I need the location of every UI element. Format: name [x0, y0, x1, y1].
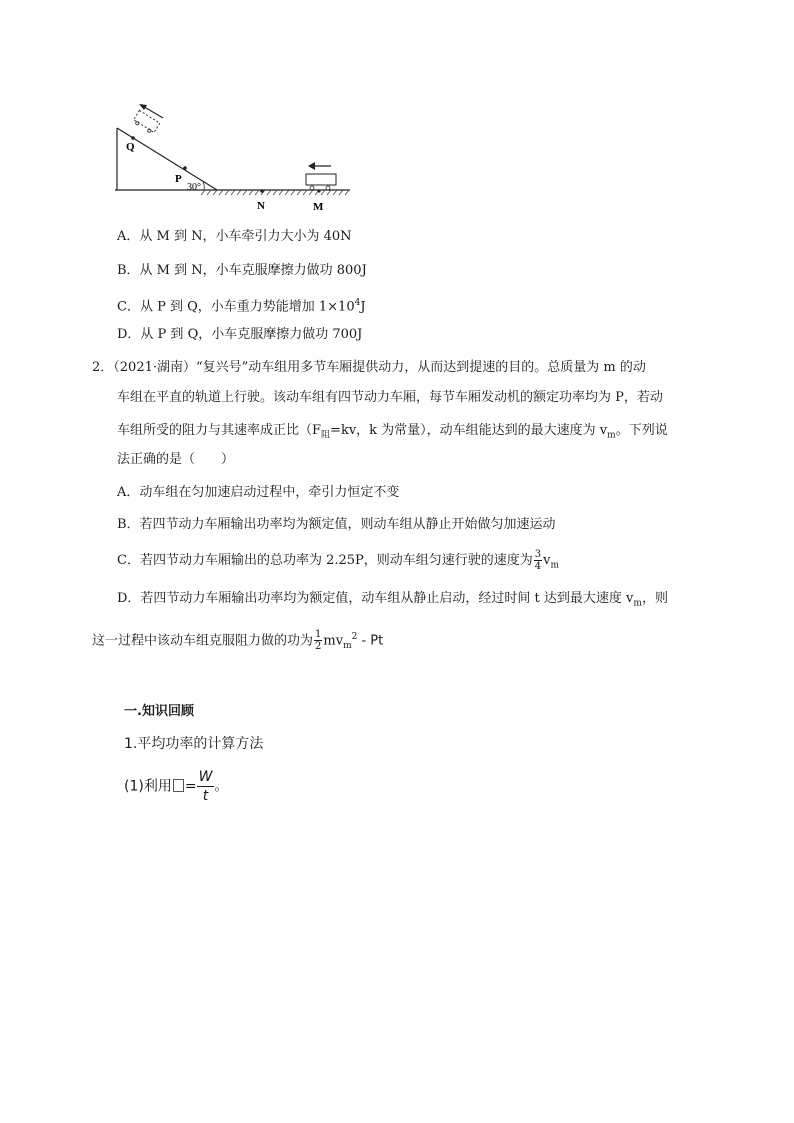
- q1-option-c-exp: 4: [354, 298, 361, 308]
- point-n: [260, 189, 264, 193]
- q2-stem-sub-zu: 阻: [321, 430, 331, 441]
- q2-stem-line3-c: 。下列说: [615, 423, 668, 438]
- review-item-1-1: [124, 768, 228, 805]
- point-m: [317, 189, 320, 192]
- q2-stem-sub-m: m: [607, 430, 616, 441]
- q2-option-d-sub-m: m: [343, 640, 352, 651]
- q2-option-d-line2-text: 这一过程中该动车组克服阻力做的功为: [92, 633, 314, 649]
- label-p: P: [175, 173, 182, 185]
- q2-option-c-v: v: [543, 553, 551, 568]
- fraction-three-quarters: [534, 549, 542, 572]
- cart-wheel: [310, 186, 314, 190]
- review-item-1-1-prefix: (1)利用: [124, 778, 172, 795]
- label-angle: 30°: [187, 182, 201, 193]
- q1-option-a: A．从 M 到 N，小车牵引力大小为 40N: [117, 229, 352, 244]
- q2-stem-line3: [117, 422, 668, 445]
- q2-option-b: B．若四节动力车厢输出功率均为额定值，则动车组从静止开始做匀加速运动: [117, 517, 556, 532]
- ground-hatching: [201, 190, 349, 195]
- q2-stem-line1: 2．（2021·湖南）“复兴号”动车组用多节车厢提供动力，从而达到提速的目的。总质量为 m 的动: [92, 360, 646, 375]
- q2-option-c-sub: m: [550, 560, 560, 571]
- q2-option-d-line1: [117, 590, 668, 613]
- q1-option-c-unit: J: [360, 299, 366, 315]
- cart-wheel: [326, 186, 330, 190]
- review-item-1-1-suffix: 。: [214, 778, 229, 795]
- angle-arc: [203, 182, 204, 190]
- q2-stem-line2: 车组在平直的轨道上行驶。该动车组有四节动力车厢，每节车厢发动机的额定功率均为 P，若动: [117, 390, 663, 405]
- cart-at-m: [306, 174, 336, 185]
- label-q: Q: [126, 141, 135, 153]
- label-n: N: [257, 200, 265, 212]
- q2-stem-line3-b: =kv，k 为常量），动车组能达到的最大速度为 v: [330, 423, 608, 438]
- q2-option-c-text: C．若四节动力车厢输出的总功率为 2.25P，则动车组匀速行驶的速度为: [117, 553, 533, 568]
- q2-option-d-line2: [92, 624, 383, 659]
- label-m: M: [313, 201, 324, 213]
- q2-option-d-text: D．若四节动力车厢输出功率均为额定值，动车组从静止启动，经过时间 t 达到最大速度 v: [117, 591, 634, 606]
- q2-option-d-sub: m: [633, 598, 642, 609]
- equals-sign: =: [184, 778, 197, 795]
- q2-option-d-text-end: ，则: [641, 591, 668, 606]
- arrow-left-icon: [308, 162, 331, 170]
- q2-option-d-mv: mv: [323, 633, 344, 649]
- fraction-numerator: 3: [534, 549, 542, 560]
- fraction-numerator: W: [198, 769, 213, 785]
- q1-option-c-text: C．从 P 到 Q，小车重力势能增加 1×10: [117, 299, 355, 315]
- q1-option-d: D．从 P 到 Q，小车克服摩擦力做功 700J: [117, 327, 363, 342]
- fraction-numerator: 1: [315, 629, 322, 641]
- fraction-denominator: 2: [315, 641, 322, 653]
- fraction-denominator: 4: [534, 561, 542, 572]
- fraction-denominator: t: [202, 788, 209, 804]
- section-heading: 一.知识回顾: [124, 704, 194, 719]
- q2-option-d-tail: - Pt: [357, 633, 384, 649]
- q2-stem-line4: 法正确的是（ ）: [117, 452, 235, 467]
- q1-option-b: B．从 M 到 N，小车克服摩擦力做功 800J: [117, 263, 367, 278]
- p-bar-symbol-icon: [173, 779, 184, 792]
- q2-option-d-sup-2: 2: [351, 632, 358, 642]
- point-q: [131, 136, 135, 140]
- q2-stem-line3-a: 车组所受的阻力与其速率成正比（F: [117, 423, 322, 438]
- arrow-up-incline-icon: [139, 104, 163, 118]
- q2-option-a: A．动车组在匀加速启动过程中，牵引力恒定不变: [117, 485, 400, 500]
- fraction-w-over-t: [197, 768, 215, 805]
- review-item-1: 1.平均功率的计算方法: [124, 736, 264, 752]
- point-p: [183, 166, 187, 170]
- fraction-one-half: [314, 629, 322, 652]
- q2-option-c: [117, 549, 559, 578]
- incline-figure: [105, 100, 355, 215]
- q1-option-c: [117, 294, 366, 316]
